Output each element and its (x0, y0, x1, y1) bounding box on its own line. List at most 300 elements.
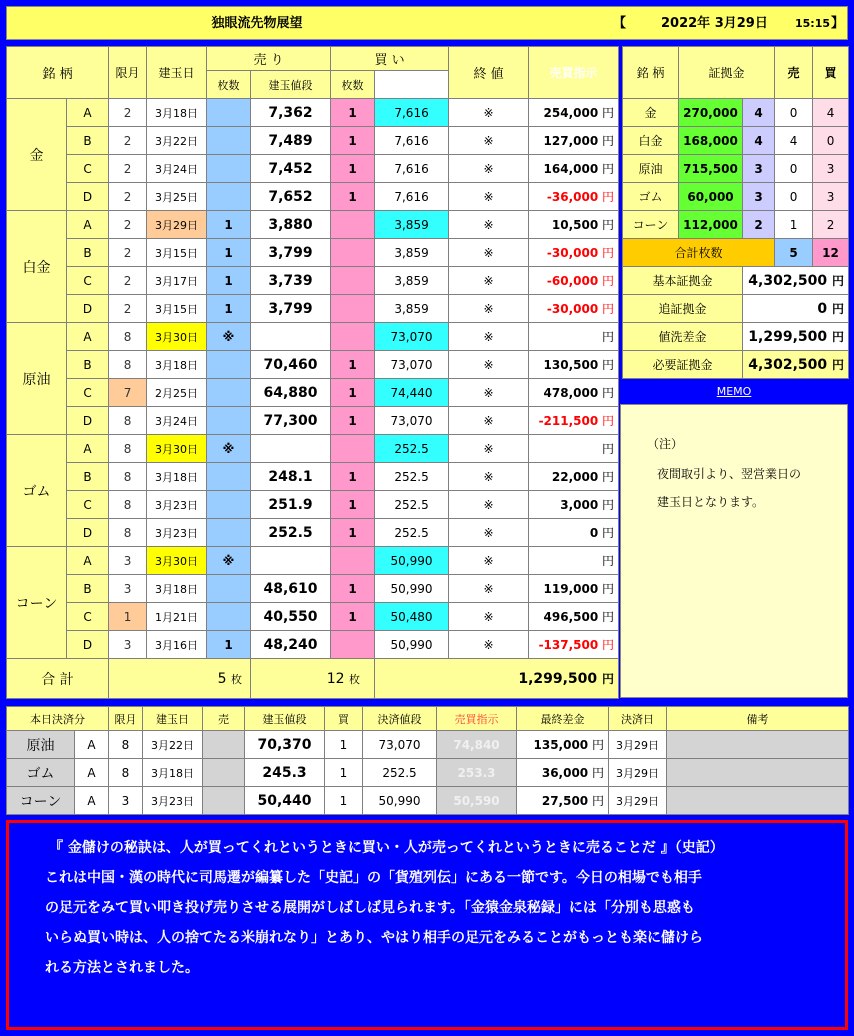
row-diff (529, 631, 619, 659)
row-price: 252.5 (251, 519, 331, 547)
row-diff-yen: 円 (602, 414, 615, 428)
row-buy-count (331, 323, 375, 351)
row-mark: ※ (449, 435, 529, 463)
row-diff-value: -60,000 (546, 274, 599, 288)
table-row (7, 379, 619, 407)
row-diff-value: 0 (589, 526, 599, 540)
row-buy-count (331, 547, 375, 575)
col-owarine: 終 値 (449, 47, 529, 99)
row-close: 73,070 (375, 407, 449, 435)
row-gengetsu: 3 (109, 547, 147, 575)
row-key: A (67, 547, 109, 575)
row-price (251, 547, 331, 575)
row-close: 3,859 (375, 211, 449, 239)
row-date: 3月18日 (147, 99, 207, 127)
table-row (7, 267, 619, 295)
row-price: 77,300 (251, 407, 331, 435)
table-row (7, 435, 619, 463)
bracket-close: 】 (831, 16, 845, 31)
row-diff-value: -36,000 (546, 190, 599, 204)
row-close: 50,480 (375, 603, 449, 631)
kihon-value: 4,302,500 (748, 273, 828, 289)
table-row (7, 127, 619, 155)
memo-link[interactable]: MEMO (716, 385, 752, 398)
margin-row (623, 155, 849, 183)
margin-name: 原油 (623, 155, 679, 183)
row-gengetsu: 8 (109, 323, 147, 351)
row-diff (529, 351, 619, 379)
row-key: B (67, 127, 109, 155)
row-price (251, 435, 331, 463)
row-diff (529, 183, 619, 211)
settle-biko (667, 759, 849, 787)
row-diff-yen: 円 (602, 638, 615, 652)
settle-gen: 8 (109, 731, 143, 759)
row-price: 3,799 (251, 295, 331, 323)
margin-amount: 270,000 (679, 99, 743, 127)
tsuika-value: 0 (817, 301, 828, 317)
table-row (7, 519, 619, 547)
table-row (7, 603, 619, 631)
col-meigara: 銘 柄 (7, 47, 109, 99)
total-buy-count: 12 (326, 670, 345, 687)
row-close: 3,859 (375, 267, 449, 295)
row-diff (529, 435, 619, 463)
row-mark: ※ (449, 127, 529, 155)
row-buy-count (331, 631, 375, 659)
row-close: 252.5 (375, 519, 449, 547)
settle-col-kessaibi: 決済日 (609, 707, 667, 731)
settle-final (517, 787, 609, 815)
settle-kessai: 252.5 (363, 759, 437, 787)
margin-amount: 715,500 (679, 155, 743, 183)
margin-table (622, 46, 849, 379)
kihon-yen: 円 (832, 274, 845, 288)
settle-col-date: 建玉日 (143, 707, 203, 731)
row-date: 3月23日 (147, 519, 207, 547)
row-date: 3月25日 (147, 183, 207, 211)
row-buy-count: 1 (331, 463, 375, 491)
row-buy-count: 1 (331, 99, 375, 127)
settle-gen: 3 (109, 787, 143, 815)
row-date: 3月18日 (147, 463, 207, 491)
settle-final-value: 27,500 (541, 794, 589, 808)
row-key: D (67, 631, 109, 659)
row-diff (529, 407, 619, 435)
settle-row (7, 731, 849, 759)
row-key: B (67, 351, 109, 379)
quote-line-1: 『 金儲けの秘訣は、人が買ってくれというときに買い・人が売ってくれというときに売ることだ 』（史記） (49, 840, 724, 856)
margin-name: コーン (623, 211, 679, 239)
row-gengetsu: 1 (109, 603, 147, 631)
settle-final-yen: 円 (591, 766, 604, 780)
col-baibai-shiji: 売買指示 (529, 47, 619, 99)
settle-col-kessai: 決済値段 (363, 707, 437, 731)
row-gengetsu: 3 (109, 631, 147, 659)
memo-line-3: 建玉日となります。 (657, 495, 765, 509)
row-date: 3月29日 (147, 211, 207, 239)
row-close: 50,990 (375, 575, 449, 603)
row-sell-count (207, 463, 251, 491)
row-gengetsu: 2 (109, 239, 147, 267)
page-title: 独眼流先物展望 (211, 16, 303, 31)
row-close: 73,070 (375, 351, 449, 379)
row-sell-count (207, 575, 251, 603)
table-row (7, 575, 619, 603)
settle-sell (203, 731, 245, 759)
settle-final (517, 759, 609, 787)
col-gengetsu: 限月 (109, 47, 147, 99)
row-diff-value: 119,000 (543, 582, 599, 596)
row-diff-yen: 円 (602, 162, 615, 176)
row-diff-yen: 円 (602, 330, 615, 344)
row-diff-yen: 円 (602, 246, 615, 260)
row-key: D (67, 295, 109, 323)
row-gengetsu: 2 (109, 295, 147, 323)
row-diff (529, 295, 619, 323)
table-row (7, 183, 619, 211)
row-diff-yen: 円 (602, 190, 615, 204)
report-date: 2022年 3月29日 (661, 16, 768, 31)
row-mark: ※ (449, 351, 529, 379)
row-diff (529, 379, 619, 407)
row-key: C (67, 603, 109, 631)
row-sell-count (207, 99, 251, 127)
settle-day: 3月29日 (609, 759, 667, 787)
row-diff-yen: 円 (602, 610, 615, 624)
row-mark: ※ (449, 491, 529, 519)
row-mark: ※ (449, 547, 529, 575)
row-buy-count: 1 (331, 183, 375, 211)
margin-sell: 0 (775, 155, 813, 183)
row-sell-count: 1 (207, 631, 251, 659)
positions-table (6, 46, 619, 699)
row-mark: ※ (449, 575, 529, 603)
row-gengetsu: 8 (109, 351, 147, 379)
margin-row (623, 99, 849, 127)
row-diff (529, 323, 619, 351)
report-time: 15:15 (795, 17, 831, 30)
row-buy-count: 1 (331, 603, 375, 631)
settle-final-yen: 円 (591, 738, 604, 752)
row-buy-count: 1 (331, 155, 375, 183)
row-sell-count (207, 379, 251, 407)
row-gengetsu: 2 (109, 155, 147, 183)
settle-name: 原油 (7, 731, 75, 759)
margin-sell: 4 (775, 127, 813, 155)
margin-col-uri: 売 (775, 47, 813, 99)
table-row (7, 351, 619, 379)
margin-count: 3 (743, 155, 775, 183)
margin-name: ゴム (623, 183, 679, 211)
row-key: B (67, 463, 109, 491)
settle-shiji: 74,840 (437, 731, 517, 759)
row-close: 73,070 (375, 323, 449, 351)
margin-total-label: 合計枚数 (623, 239, 775, 267)
row-diff-value: 127,000 (543, 134, 599, 148)
tsuika-yen: 円 (832, 302, 845, 316)
settle-shiji: 253.3 (437, 759, 517, 787)
row-sell-count: ※ (207, 435, 251, 463)
row-key: C (67, 155, 109, 183)
tsuika-label: 追証拠金 (623, 295, 743, 323)
row-date: 3月30日 (147, 547, 207, 575)
settle-kessai: 73,070 (363, 731, 437, 759)
table-row (7, 211, 619, 239)
settle-name: ゴム (7, 759, 75, 787)
row-key: D (67, 407, 109, 435)
row-diff-yen: 円 (602, 498, 615, 512)
margin-row (623, 127, 849, 155)
margin-count: 4 (743, 127, 775, 155)
margin-total-row (623, 239, 849, 267)
row-buy-count (331, 211, 375, 239)
row-gengetsu: 2 (109, 127, 147, 155)
table-row (7, 99, 619, 127)
row-sell-count: 1 (207, 267, 251, 295)
row-mark: ※ (449, 267, 529, 295)
row-diff-yen: 円 (602, 134, 615, 148)
row-sell-count (207, 407, 251, 435)
row-date: 2月25日 (147, 379, 207, 407)
col-buy-count: 枚数 (331, 71, 375, 99)
row-diff (529, 519, 619, 547)
table-row (7, 547, 619, 575)
row-diff-value: 254,000 (543, 106, 599, 120)
row-buy-count (331, 295, 375, 323)
row-buy-count: 1 (331, 575, 375, 603)
table-row (7, 239, 619, 267)
row-diff-yen: 円 (602, 302, 615, 316)
settle-final (517, 731, 609, 759)
settle-day: 3月29日 (609, 731, 667, 759)
settlement-table (6, 706, 849, 815)
row-diff-value: -211,500 (538, 414, 599, 428)
row-mark: ※ (449, 407, 529, 435)
memo-note: （注） (647, 437, 684, 451)
row-buy-count (331, 239, 375, 267)
settle-day: 3月29日 (609, 787, 667, 815)
group-name: 白金 (7, 211, 67, 323)
margin-count: 2 (743, 211, 775, 239)
settle-kessai: 50,990 (363, 787, 437, 815)
row-mark: ※ (449, 379, 529, 407)
row-buy-count: 1 (331, 379, 375, 407)
quote-line-4: いらぬ買い時は、人の捨てたる米崩れなり」とあり、やはり相手の足元をみることがもっとも楽に儲けら (45, 930, 703, 946)
row-close: 50,990 (375, 631, 449, 659)
row-diff (529, 127, 619, 155)
col-sell-count: 枚数 (207, 71, 251, 99)
settle-row (7, 787, 849, 815)
row-diff (529, 239, 619, 267)
row-close: 3,859 (375, 239, 449, 267)
row-close: 252.5 (375, 463, 449, 491)
row-mark: ※ (449, 631, 529, 659)
row-diff-value: -30,000 (546, 302, 599, 316)
row-sell-count: ※ (207, 323, 251, 351)
row-diff-yen: 円 (602, 554, 615, 568)
settle-date: 3月22日 (143, 731, 203, 759)
row-diff-value: 3,000 (560, 498, 599, 512)
settle-row (7, 759, 849, 787)
row-key: C (67, 491, 109, 519)
settle-price: 245.3 (245, 759, 325, 787)
nearai-label: 値洗差金 (623, 323, 743, 351)
row-gengetsu: 2 (109, 267, 147, 295)
row-diff-yen: 円 (602, 358, 615, 372)
row-key: A (67, 435, 109, 463)
row-key: C (67, 379, 109, 407)
row-price (251, 323, 331, 351)
row-diff-value: 10,500 (551, 218, 599, 232)
row-date: 3月22日 (147, 127, 207, 155)
hitsuyo-yen: 円 (832, 358, 845, 372)
row-diff (529, 575, 619, 603)
settle-name: コーン (7, 787, 75, 815)
row-close: 50,990 (375, 547, 449, 575)
row-buy-count: 1 (331, 519, 375, 547)
margin-row (623, 211, 849, 239)
margin-count: 3 (743, 183, 775, 211)
row-mark: ※ (449, 295, 529, 323)
settle-col-biko: 備考 (667, 707, 849, 731)
row-gengetsu: 3 (109, 575, 147, 603)
settle-shiji: 50,590 (437, 787, 517, 815)
row-sell-count (207, 603, 251, 631)
margin-total-sell: 5 (775, 239, 813, 267)
margin-buy: 4 (813, 99, 849, 127)
row-key: C (67, 267, 109, 295)
row-key: D (67, 183, 109, 211)
settle-col-kai: 買 (325, 707, 363, 731)
row-gengetsu: 7 (109, 379, 147, 407)
hitsuyo-label: 必要証拠金 (623, 351, 743, 379)
kihon-row (623, 267, 849, 295)
row-sell-count (207, 127, 251, 155)
row-date: 3月23日 (147, 491, 207, 519)
margin-sell: 0 (775, 183, 813, 211)
row-price: 3,799 (251, 239, 331, 267)
row-close: 252.5 (375, 491, 449, 519)
row-mark: ※ (449, 603, 529, 631)
row-close: 252.5 (375, 435, 449, 463)
row-buy-count: 1 (331, 407, 375, 435)
settle-biko (667, 787, 849, 815)
row-key: D (67, 519, 109, 547)
settle-col-gen: 限月 (109, 707, 143, 731)
total-sell-count: 5 (217, 670, 227, 687)
margin-buy: 3 (813, 183, 849, 211)
row-buy-count: 1 (331, 491, 375, 519)
row-sell-count (207, 351, 251, 379)
margin-amount: 112,000 (679, 211, 743, 239)
row-diff-value: 130,500 (543, 358, 599, 372)
row-mark: ※ (449, 239, 529, 267)
hitsuyo-row (623, 351, 849, 379)
margin-col-shokokin: 証拠金 (679, 47, 775, 99)
row-diff-yen: 円 (602, 582, 615, 596)
row-mark: ※ (449, 519, 529, 547)
row-price: 40,550 (251, 603, 331, 631)
row-price: 7,489 (251, 127, 331, 155)
row-close: 7,616 (375, 183, 449, 211)
row-key: B (67, 575, 109, 603)
row-price: 64,880 (251, 379, 331, 407)
total-diff-yen: 円 (602, 672, 615, 686)
row-price: 248.1 (251, 463, 331, 491)
row-price: 7,452 (251, 155, 331, 183)
row-mark: ※ (449, 323, 529, 351)
group-name: 原油 (7, 323, 67, 435)
settle-final-value: 135,000 (533, 738, 589, 752)
row-diff-yen: 円 (602, 218, 615, 232)
row-price: 7,652 (251, 183, 331, 211)
row-diff-yen: 円 (602, 274, 615, 288)
row-date: 3月15日 (147, 239, 207, 267)
col-tategyokubi: 建玉日 (147, 47, 207, 99)
row-diff-yen: 円 (602, 526, 615, 540)
row-date: 3月17日 (147, 267, 207, 295)
row-diff-value: 496,500 (543, 610, 599, 624)
row-diff (529, 463, 619, 491)
settle-col-nedan: 建玉値段 (245, 707, 325, 731)
row-diff (529, 603, 619, 631)
row-diff (529, 155, 619, 183)
quote-line-2: これは中国・漢の時代に司馬遷が編纂した「史記」の「貨殖列伝」にある一節です。今日の相場でも相手 (45, 870, 702, 886)
row-sell-count (207, 155, 251, 183)
total-diff: 1,299,500 (518, 671, 598, 687)
row-diff-yen: 円 (602, 470, 615, 484)
margin-name: 金 (623, 99, 679, 127)
settle-col-shiji: 売買指示 (437, 707, 517, 731)
row-diff (529, 267, 619, 295)
row-close: 3,859 (375, 295, 449, 323)
row-diff-value: -137,500 (538, 638, 599, 652)
row-key: A (67, 99, 109, 127)
row-close: 7,616 (375, 99, 449, 127)
settle-buy: 1 (325, 759, 363, 787)
margin-buy: 2 (813, 211, 849, 239)
row-gengetsu: 2 (109, 211, 147, 239)
table-row (7, 631, 619, 659)
header-row-1 (7, 47, 619, 71)
settle-key: A (75, 787, 109, 815)
hitsuyo-value: 4,302,500 (748, 357, 828, 373)
settle-col-saishu: 最終差金 (517, 707, 609, 731)
margin-amount: 60,000 (679, 183, 743, 211)
settle-biko (667, 731, 849, 759)
total-row (7, 659, 619, 699)
row-price: 3,880 (251, 211, 331, 239)
row-date: 3月30日 (147, 435, 207, 463)
row-date: 1月21日 (147, 603, 207, 631)
row-buy-count (331, 435, 375, 463)
row-gengetsu: 8 (109, 407, 147, 435)
row-price: 48,240 (251, 631, 331, 659)
settle-final-value: 36,000 (541, 766, 589, 780)
row-price: 251.9 (251, 491, 331, 519)
nearai-row (623, 323, 849, 351)
quote-box (6, 820, 848, 1030)
row-key: B (67, 239, 109, 267)
row-mark: ※ (449, 211, 529, 239)
settle-date: 3月18日 (143, 759, 203, 787)
row-gengetsu: 2 (109, 183, 147, 211)
row-gengetsu: 2 (109, 99, 147, 127)
row-gengetsu: 8 (109, 491, 147, 519)
row-sell-count: 1 (207, 211, 251, 239)
settle-sell (203, 787, 245, 815)
